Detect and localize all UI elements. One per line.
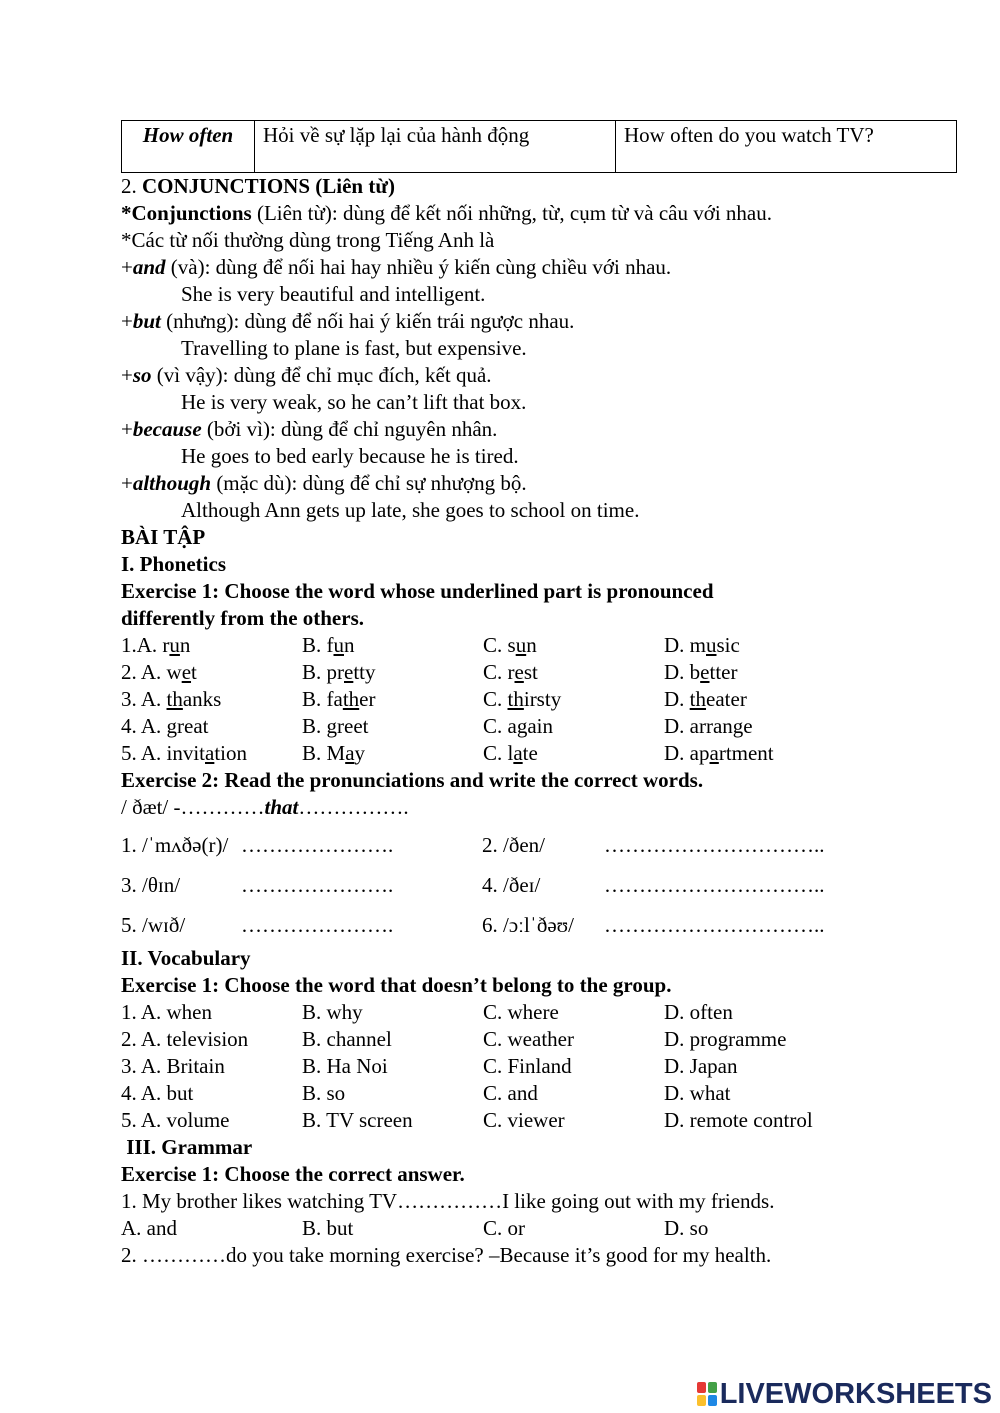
table-row: [121, 999, 957, 1026]
option-d[interactable]: D. theater: [664, 687, 747, 711]
conjunction-example: Although Ann gets up late, she goes to school on time.: [181, 498, 640, 522]
answer-blank[interactable]: ………………….: [241, 873, 394, 897]
pronunciation-row: [121, 905, 957, 945]
option-d[interactable]: D. often: [664, 1000, 733, 1024]
option-a[interactable]: 1. A. when: [121, 1000, 212, 1024]
table-row: [121, 740, 957, 767]
option-b[interactable]: B. May: [302, 741, 366, 765]
table-row: [121, 632, 957, 659]
option-a[interactable]: 3. A. Britain: [121, 1054, 225, 1078]
table-row: [122, 121, 957, 173]
option-a[interactable]: 5. A. invitation: [121, 741, 248, 765]
option-c[interactable]: C. thirsty: [483, 687, 562, 711]
option-a[interactable]: 4. A. great: [121, 714, 209, 738]
conjunction-example: Travelling to plane is fast, but expensive.: [181, 336, 527, 360]
phonetics-ex2-title: Exercise 2: Read the pronunciations and write the correct words.: [121, 768, 704, 792]
phonetics-heading: I. Phonetics: [121, 552, 226, 576]
option-d[interactable]: D. what: [664, 1081, 731, 1105]
conjunction-item-although: +although (mặc dù): dùng để chỉ sự nhượng bộ. Although Ann gets up late, she goes to school on time.: [121, 470, 957, 524]
conjunctions-definition: *Conjunctions (Liên từ): dùng để kết nối những, từ, cụm từ và câu với nhau.: [121, 201, 772, 225]
option-a[interactable]: 4. A. but: [121, 1081, 194, 1105]
liveworksheets-logo: LIVEWORKSHEETS: [697, 1379, 992, 1409]
pronunciation: 2. /ðen/: [482, 833, 545, 857]
vocabulary-ex1-title: Exercise 1: Choose the word that doesn’t belong to the group.: [121, 973, 672, 997]
option-a[interactable]: A. and: [121, 1216, 177, 1240]
option-b[interactable]: B. fun: [302, 633, 355, 657]
option-c[interactable]: C. sun: [483, 633, 537, 657]
grammar-heading: III. Grammar: [121, 1135, 253, 1159]
exercises-heading: BÀI TẬP: [121, 525, 206, 549]
option-a[interactable]: 5. A. volume: [121, 1108, 230, 1132]
table-row: [121, 659, 957, 686]
table-cell-question-word: How often: [122, 121, 255, 173]
option-a[interactable]: 1.A. run: [121, 633, 191, 657]
option-d[interactable]: D. better: [664, 660, 738, 684]
option-c[interactable]: C. where: [483, 1000, 559, 1024]
liveworksheets-logo-icon: [697, 1382, 717, 1406]
option-b[interactable]: B. why: [302, 1000, 363, 1024]
option-b[interactable]: B. channel: [302, 1027, 392, 1051]
answer-blank[interactable]: ………………….: [241, 913, 394, 937]
option-d[interactable]: D. music: [664, 633, 740, 657]
option-a[interactable]: 2. A. television: [121, 1027, 249, 1051]
option-c[interactable]: C. again: [483, 714, 553, 738]
table-row: [121, 1026, 957, 1053]
pronunciation: 1. /ˈmʌðə(r)/: [121, 833, 229, 857]
pronunciation-row: [121, 865, 957, 905]
option-b[interactable]: B. TV screen: [302, 1108, 413, 1132]
conjunction-example: He is very weak, so he can’t lift that box.: [181, 390, 527, 414]
pronunciation: 3. /θɪn/: [121, 873, 181, 897]
option-c[interactable]: C. viewer: [483, 1108, 565, 1132]
answer-blank[interactable]: …………………………..: [604, 913, 825, 937]
option-d[interactable]: D. programme: [664, 1027, 787, 1051]
grammar-ex1-title: Exercise 1: Choose the correct answer.: [121, 1162, 465, 1186]
conjunction-example: He goes to bed early because he is tired.: [181, 444, 519, 468]
table-row: [121, 1107, 957, 1134]
table-cell-meaning: Hỏi về sự lặp lại của hành động: [255, 121, 616, 173]
option-c[interactable]: C. rest: [483, 660, 538, 684]
table-row: [121, 713, 957, 740]
option-c[interactable]: C. and: [483, 1081, 538, 1105]
pronunciation-row: [121, 825, 957, 865]
option-c[interactable]: C. weather: [483, 1027, 574, 1051]
option-d[interactable]: D. apartment: [664, 741, 774, 765]
option-b[interactable]: B. pretty: [302, 660, 376, 684]
option-c[interactable]: C. Finland: [483, 1054, 572, 1078]
answer-blank[interactable]: ………………….: [241, 833, 394, 857]
phonetics-ex1-title-cont: differently from the others.: [121, 606, 364, 630]
option-d[interactable]: D. Japan: [664, 1054, 738, 1078]
option-d[interactable]: D. arrange: [664, 714, 753, 738]
conjunction-item-and: +and (và): dùng để nối hai hay nhiều ý kiến cùng chiều với nhau. She is very beautiful and intelligent.: [121, 254, 957, 308]
conjunction-example: She is very beautiful and intelligent.: [181, 282, 486, 306]
option-b[interactable]: B. father: [302, 687, 376, 711]
answer-blank[interactable]: …………………………..: [604, 873, 825, 897]
option-b[interactable]: B. so: [302, 1081, 346, 1105]
table-row: [121, 1080, 957, 1107]
conjunction-item-so: +so (vì vậy): dùng để chỉ mục đích, kết quả. He is very weak, so he can’t lift that box.: [121, 362, 957, 416]
option-d[interactable]: D. so: [664, 1216, 709, 1240]
table-cell-example: How often do you watch TV?: [616, 121, 957, 173]
phonetics-ex1-title: Exercise 1: Choose the word whose underlined part is pronounced: [121, 579, 714, 603]
grammar-question-1: 1. My brother likes watching TV……………I like going out with my friends.: [121, 1189, 775, 1213]
option-c[interactable]: C. late: [483, 741, 538, 765]
conjunction-item-but: +but (nhưng): dùng để nối hai ý kiến trái ngược nhau. Travelling to plane is fast, but expensive.: [121, 308, 957, 362]
pronunciation: 5. /wɪð/: [121, 913, 186, 937]
grammar-q1-options: [121, 1215, 957, 1242]
phonetics-ex2-items: [121, 825, 957, 945]
answer-blank[interactable]: …………………………..: [604, 833, 825, 857]
option-b[interactable]: B. but: [302, 1216, 354, 1240]
phonetics-ex1-options: [121, 632, 957, 767]
vocabulary-heading: II. Vocabulary: [121, 946, 251, 970]
option-a[interactable]: 2. A. wet: [121, 660, 197, 684]
phonetics-ex2-example: / ðæt/ -…………that…………….: [121, 795, 409, 819]
grammar-question-2: 2. …………do you take morning exercise? –Because it’s good for my health.: [121, 1243, 772, 1267]
option-c[interactable]: C. or: [483, 1216, 525, 1240]
vocabulary-ex1-options: [121, 999, 957, 1134]
question-word-table: [121, 120, 957, 173]
conjunctions-heading: 2. CONJUNCTIONS (Liên từ): [121, 174, 395, 198]
table-row: [121, 1053, 957, 1080]
table-row: [121, 686, 957, 713]
worksheet-page: [121, 120, 957, 1269]
pronunciation: 6. /ɔːlˈðəʊ/: [482, 913, 574, 937]
conjunctions-intro: *Các từ nối thường dùng trong Tiếng Anh là: [121, 228, 495, 252]
option-a[interactable]: 3. A. thanks: [121, 687, 222, 711]
option-d[interactable]: D. remote control: [664, 1108, 813, 1132]
option-b[interactable]: B. greet: [302, 714, 369, 738]
pronunciation: 4. /ðeɪ/: [482, 873, 541, 897]
option-b[interactable]: B. Ha Noi: [302, 1054, 388, 1078]
conjunction-item-because: +because (bởi vì): dùng để chỉ nguyên nhân. He goes to bed early because he is tired.: [121, 416, 957, 470]
